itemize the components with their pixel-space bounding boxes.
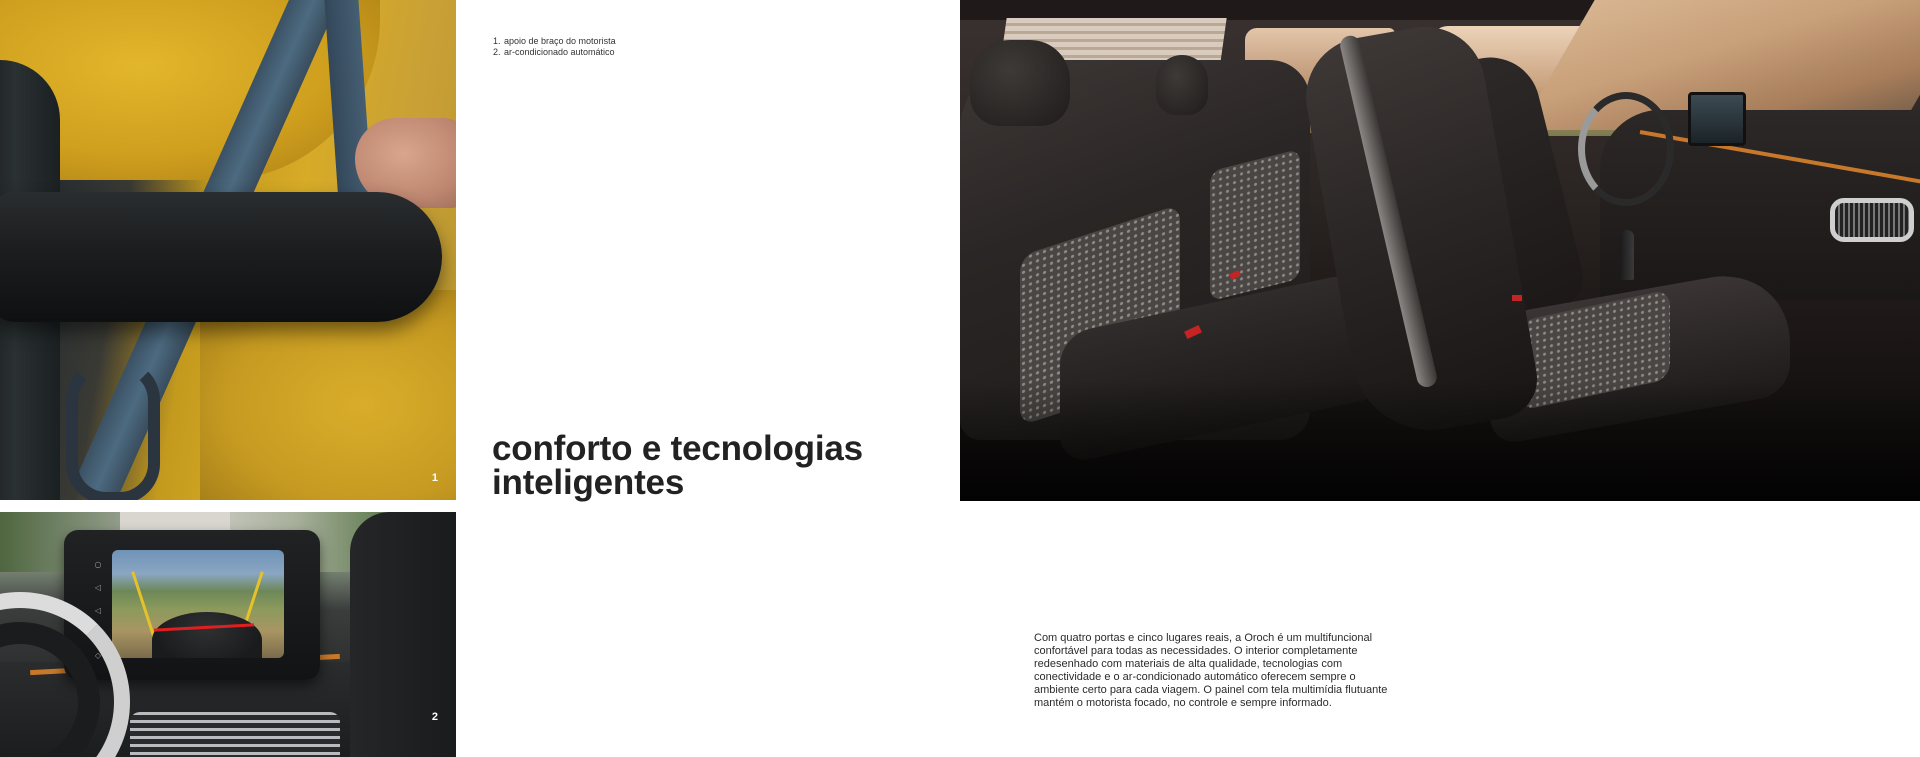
air-vent-shape xyxy=(1830,198,1914,242)
page-headline xyxy=(492,429,912,502)
floor-shadow xyxy=(960,380,1920,501)
seatbelt-buckle-shape xyxy=(1512,295,1522,301)
home-icon: ⌂ xyxy=(95,628,101,638)
caption-item xyxy=(493,47,616,58)
body-paragraph: Com quatro portas e cinco lugares reais, a Oroch é um multifuncional confortável para todas as necessidades. O interior completamente redesenhado com materiais de alta qualidade, tecnologias com conectividade e o ar-condicionado automático oferecem sempre o ambiente certo para cada viagem. O painel com tela multimídia flutuante mantém o motorista focado, no controle e sempre informado. xyxy=(1034,632,1388,709)
photo-number-2: 2 xyxy=(431,711,438,723)
navigation-icon: ◇ xyxy=(94,651,102,660)
armrest-shape xyxy=(0,192,442,322)
floating-multimedia-screen xyxy=(1688,92,1746,146)
caption-item xyxy=(493,36,616,47)
air-vent-shape xyxy=(130,712,340,757)
parking-guide-left xyxy=(131,571,155,639)
photo-driver-armrest xyxy=(0,0,456,500)
seat-handle-shape xyxy=(66,360,160,500)
caption-number: 1. xyxy=(493,36,501,46)
rear-seat-fabric-pattern xyxy=(1210,149,1300,301)
photo-captions xyxy=(493,36,616,58)
headline-line-1: conforto e tecnologias xyxy=(492,429,863,468)
power-button-icon: ○ xyxy=(94,560,102,569)
volume-down-icon: ◁ xyxy=(94,582,102,592)
rear-camera-display xyxy=(112,550,284,658)
caption-number: 2. xyxy=(493,47,501,57)
headline-line-2: inteligentes xyxy=(492,463,685,502)
rear-headrest-shape xyxy=(1156,55,1208,115)
a-pillar-shape xyxy=(350,512,456,757)
caption-text: apoio de braço do motorista xyxy=(504,36,616,46)
photo-number-1: 1 xyxy=(431,472,438,484)
rear-headrest-shape xyxy=(970,40,1070,126)
caption-text: ar-condicionado automático xyxy=(504,47,615,57)
photo-interior-seats xyxy=(960,0,1920,501)
photo-multimedia-screen xyxy=(0,512,456,757)
volume-up-icon: ◁ xyxy=(94,605,102,615)
steering-wheel-shape xyxy=(1578,92,1674,206)
gear-lever-shape xyxy=(1620,230,1634,280)
